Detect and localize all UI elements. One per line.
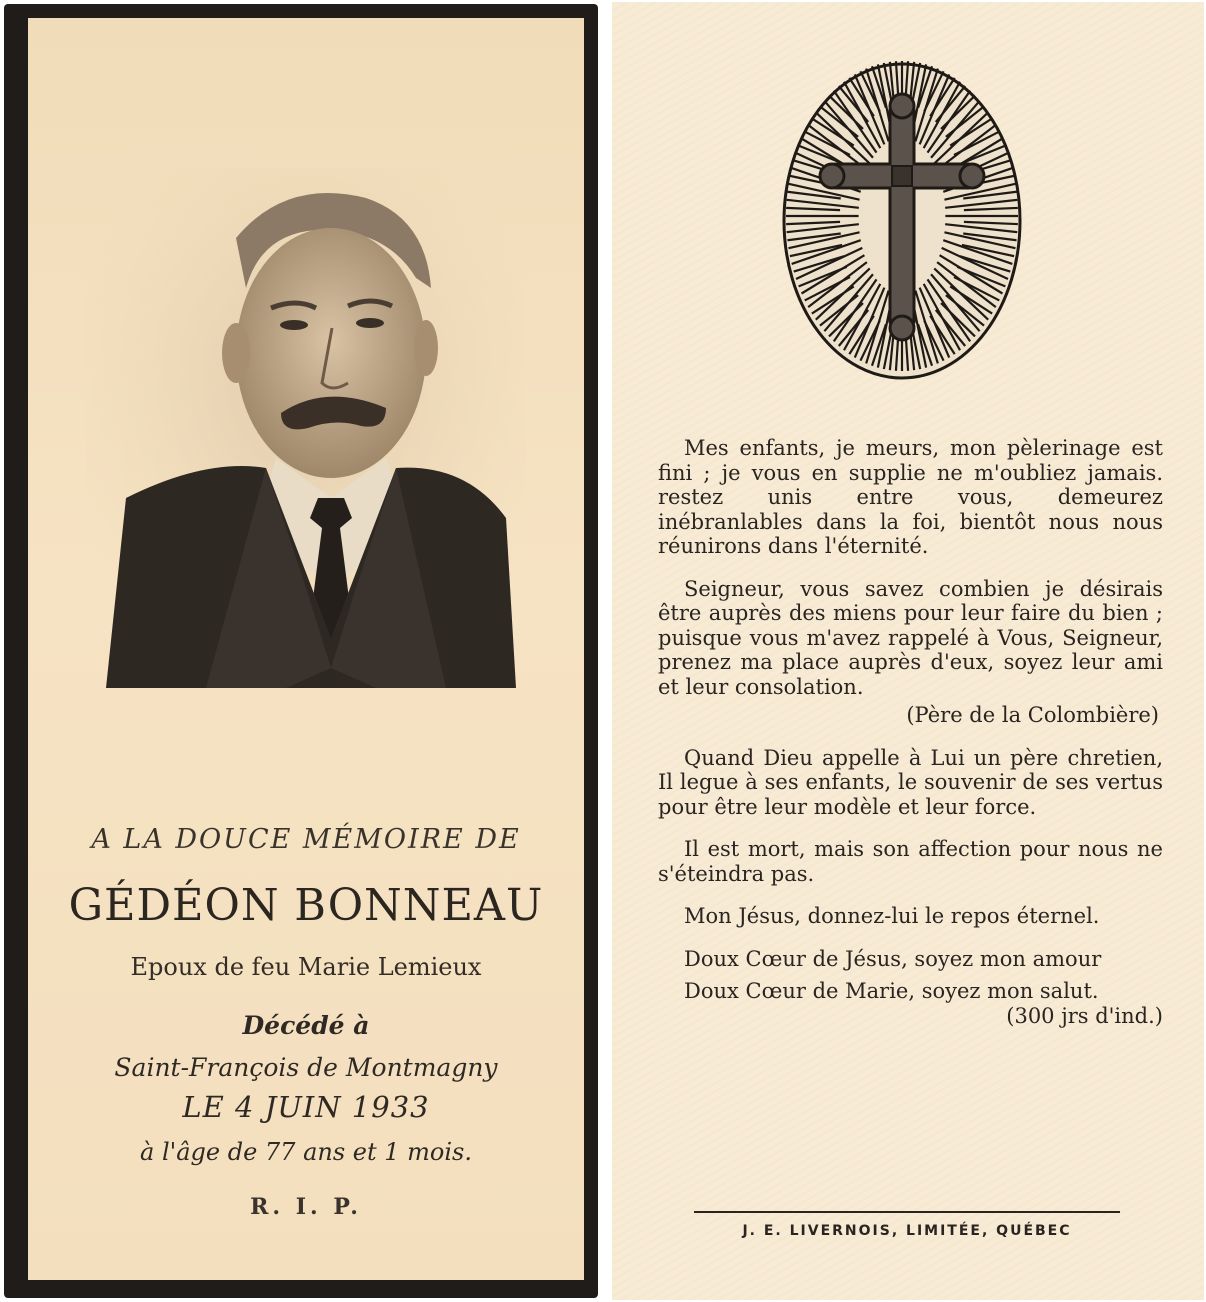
verse-paragraph: Il est mort, mais son affection pour nous ne s'éteindra pas. — [658, 837, 1163, 886]
front-paper — [28, 18, 584, 1280]
indulgence-note: (300 jrs d'ind.) — [1006, 1003, 1163, 1028]
deceased-name: GÉDÉON BONNEAU — [68, 880, 544, 931]
deceased-label: Décédé à — [242, 1011, 370, 1040]
radiant-cross-icon — [780, 60, 1024, 382]
place-of-death: Saint-François de Montmagny — [114, 1053, 498, 1082]
divider-line — [694, 1211, 1120, 1213]
verse-paragraph: Doux Cœur de Jésus, soyez mon amour — [684, 946, 1102, 971]
attribution: (Père de la Colombière) — [906, 703, 1159, 727]
verse-paragraph: Doux Cœur de Marie, soyez mon salut. — [684, 979, 1099, 1003]
verse-paragraph: Mes enfants, je meurs, mon pèlerinage est fini ; je vous en supplie ne m'oubliez jamais. restez unis entre vous, demeurez inébranlables dans la foi, bientôt nous nous réunirons dans l'éternité. — [658, 436, 1163, 558]
rip-text: R. I. P. — [250, 1194, 362, 1220]
verse-paragraph: Quand Dieu appelle à Lui un père chretien, Il legue à ses enfants, le souvenir de ses vertus pour être leur modèle et leur force. — [658, 745, 1163, 819]
verse-paragraph: Seigneur, vous savez combien je désirais être auprès des miens pour leur faire du bien ; puisque vous m'avez rappelé à Vous, Seigneur, prenez ma place auprès d'eux, soyez leur ami et leur consolation. — [658, 576, 1163, 699]
portrait-photo — [86, 168, 526, 688]
verse-paragraph: Mon Jésus, donnez-lui le repos éternel. — [684, 904, 1100, 928]
spouse-line: Epoux de feu Marie Lemieux — [130, 953, 482, 981]
printer-credit: J. E. LIVERNOIS, LIMITÉE, QUÉBEC — [742, 1223, 1072, 1239]
memorial-card-front — [4, 4, 598, 1298]
memorial-heading: A LA DOUCE MÉMOIRE DE — [91, 824, 521, 855]
memorial-card-back — [612, 2, 1204, 1300]
verses-text — [658, 436, 1163, 1028]
date-of-death: LE 4 JUIN 1933 — [182, 1090, 430, 1124]
age-at-death: à l'âge de 77 ans et 1 mois. — [140, 1138, 472, 1166]
